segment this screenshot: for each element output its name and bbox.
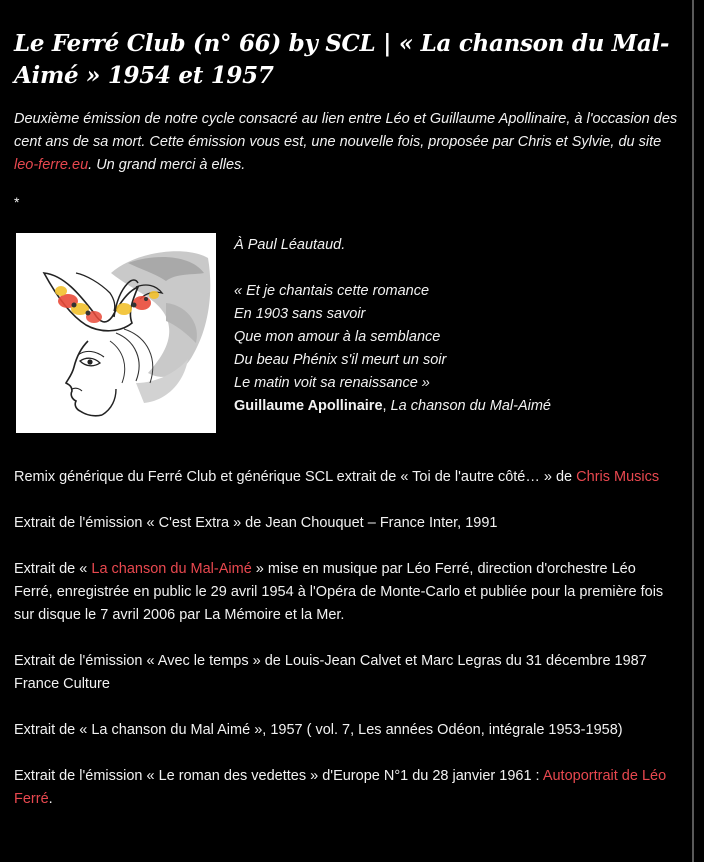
poem-dedication: À Paul Léautaud. [234,237,346,253]
post-title: Le Ferré Club (n° 66) by SCL | « La chanson du Mal-Aimé » 1954 et 1957 [14,30,670,89]
credit-item: Extrait de l'émission « C'est Extra » de Jean Chouquet – France Inter, 1991 [14,515,498,531]
attribution-separator: , [382,398,391,414]
credit-item: Extrait de « La chanson du Mal Aimé », 1957 ( vol. 7, Les années Odéon, intégrale 1953-1958) [14,722,623,738]
scrollbar-track[interactable] [692,0,694,862]
separator: * [14,194,20,210]
phoenix-face-drawing [16,233,216,433]
intro-text-end: . Un grand merci à elles. [88,157,246,173]
chanson-mal-aime-link[interactable]: La chanson du Mal-Aimé [91,561,252,577]
poem-line: Le matin voit sa renaissance » [234,375,430,391]
poem-block [14,233,678,433]
credit-item [14,765,678,811]
credit-text: Remix générique du Ferré Club et générique SCL extrait de « Toi de l'autre côté… » de [14,469,577,485]
credit-item [14,466,678,489]
intro-paragraph [14,108,678,177]
poem-author: Guillaume Apollinaire [234,398,383,414]
poem-spacer [234,257,551,280]
poem-line: Que mon amour à la semblance [234,329,441,345]
credit-item [14,558,678,627]
credits-list [14,466,678,811]
chris-musics-link[interactable]: Chris Musics [576,469,660,485]
poem-text [234,234,551,418]
credit-text: Extrait de « [14,561,92,577]
poem-line: Du beau Phénix s'il meurt un soir [234,352,447,368]
phoenix-face-illustration [16,233,216,433]
article [14,0,678,834]
leo-ferre-site-link[interactable]: leo-ferre.eu [14,157,89,173]
credit-text: Extrait de l'émission « Le roman des vedettes » d'Europe N°1 du 28 janvier 1961 : [14,768,543,784]
credit-item: Extrait de l'émission « Avec le temps » de Louis-Jean Calvet et Marc Legras du 31 décembre 1987 France Culture [14,653,647,692]
credit-text-end: . [48,791,53,807]
credit-text-end: » mise en musique par Léo Ferré, direction d'orchestre Léo Ferré, enregistrée en public le 29 avril 1954 à l'Opéra de Monte-Carlo et publiée pour la première fois sur disque le 7 avril 2006 par La Mémoire et la Mer. [14,561,664,623]
poem-line: En 1903 sans savoir [234,306,366,322]
autoportrait-link[interactable]: Autoportrait de Léo Ferré [14,768,667,807]
poem-work: La chanson du Mal-Aimé [390,398,551,414]
poem-line: « Et je chantais cette romance [234,283,430,299]
poem-attribution [234,398,551,414]
intro-text: Deuxième émission de notre cycle consacré au lien entre Léo et Guillaume Apollinaire, à l'occasion des cent ans de sa mort. Cette émission vous est, une nouvelle fois, proposée par Chris et Sylvie, du site [14,111,678,150]
